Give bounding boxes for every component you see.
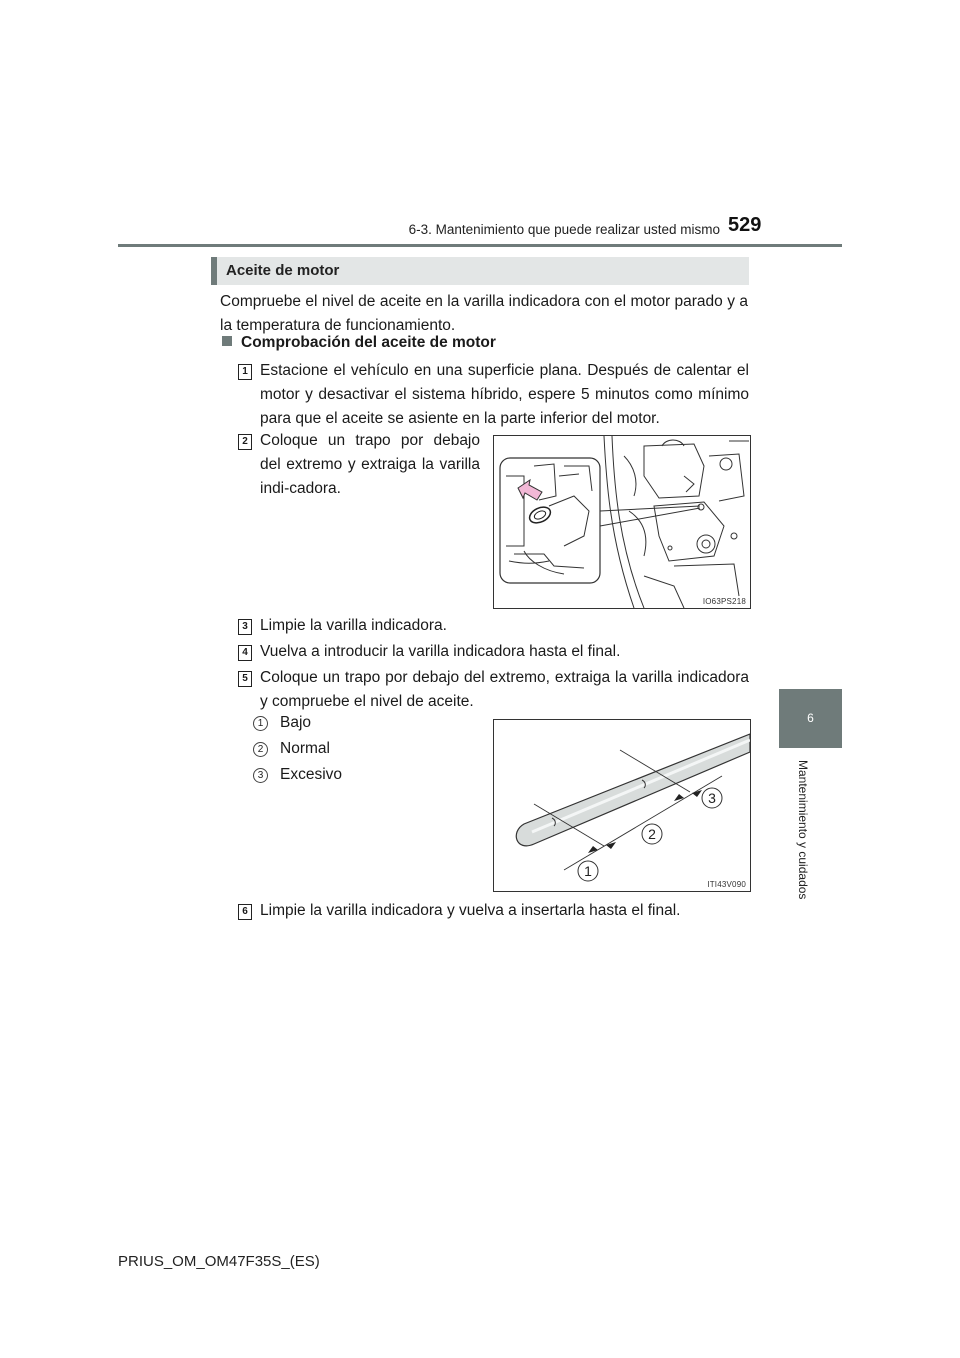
footer-document-code: PRIUS_OM_OM47F35S_(ES) — [118, 1253, 320, 1270]
step-text: Limpie la varilla indicadora. — [260, 617, 447, 634]
intro-paragraph: Compruebe el nivel de aceite en la varilla indicadora con el motor parado y a la temperatura de funcionamiento. — [220, 293, 748, 334]
level-label-low: Bajo — [280, 714, 312, 731]
header-divider — [118, 244, 842, 247]
engine-figure-code: IO63PS218 — [702, 597, 746, 606]
dipstick-figure-code: ITI43V090 — [707, 880, 746, 889]
subheading — [222, 334, 496, 352]
level-number-circle: 3 — [253, 768, 268, 783]
callout-1 — [578, 861, 598, 881]
callout-2 — [642, 824, 662, 844]
callout-3 — [702, 788, 722, 808]
level-label-excessive: Excesivo — [280, 766, 343, 783]
dipstick-illustration — [494, 720, 750, 891]
step-number-box: 1 — [238, 364, 252, 380]
dipstick-figure — [493, 719, 751, 892]
engine-bay-illustration — [494, 436, 750, 608]
section-title: Aceite de motor — [226, 262, 340, 279]
step-number-box: 3 — [238, 619, 252, 635]
step-number-box: 5 — [238, 671, 252, 687]
step-number-box: 2 — [238, 434, 252, 450]
level-label-normal: Normal — [280, 740, 330, 757]
engine-bay-figure — [493, 435, 751, 609]
step-number-box: 4 — [238, 645, 252, 661]
subheading-text: Comprobación del aceite de motor — [241, 334, 496, 351]
callout-3-label: 3 — [708, 790, 716, 806]
chapter-tab-number: 6 — [807, 711, 814, 725]
section-heading-accent — [211, 257, 217, 285]
header-section-title: 6-3. Mantenimiento que puede realizar usted mismo — [408, 222, 720, 237]
square-bullet-icon — [222, 336, 232, 346]
step-number-box: 6 — [238, 904, 252, 920]
callout-1-label: 1 — [584, 863, 592, 879]
level-number-circle: 2 — [253, 742, 268, 757]
step-text: Limpie la varilla indicadora y vuelva a insertarla hasta el final. — [260, 902, 681, 919]
page-number: 529 — [728, 214, 762, 236]
step-text: Vuelva a introducir la varilla indicadora hasta el final. — [260, 643, 621, 660]
level-number-circle: 1 — [253, 716, 268, 731]
chapter-side-title: Mantenimiento y cuidados — [796, 760, 810, 900]
step-text: Estacione el vehículo en una superficie plana. Después de calentar el motor y desactivar el sistema híbrido, espere 5 minutos como mínimo para que el aceite se asiente en la parte inferior del motor. — [260, 362, 749, 427]
step-text: Coloque un trapo por debajo del extremo y extraiga la varilla indi-cadora. — [260, 432, 480, 497]
step-text: Coloque un trapo por debajo del extremo, extraiga la varilla indicadora y compruebe el nivel de aceite. — [260, 669, 749, 710]
callout-2-label: 2 — [648, 826, 656, 842]
